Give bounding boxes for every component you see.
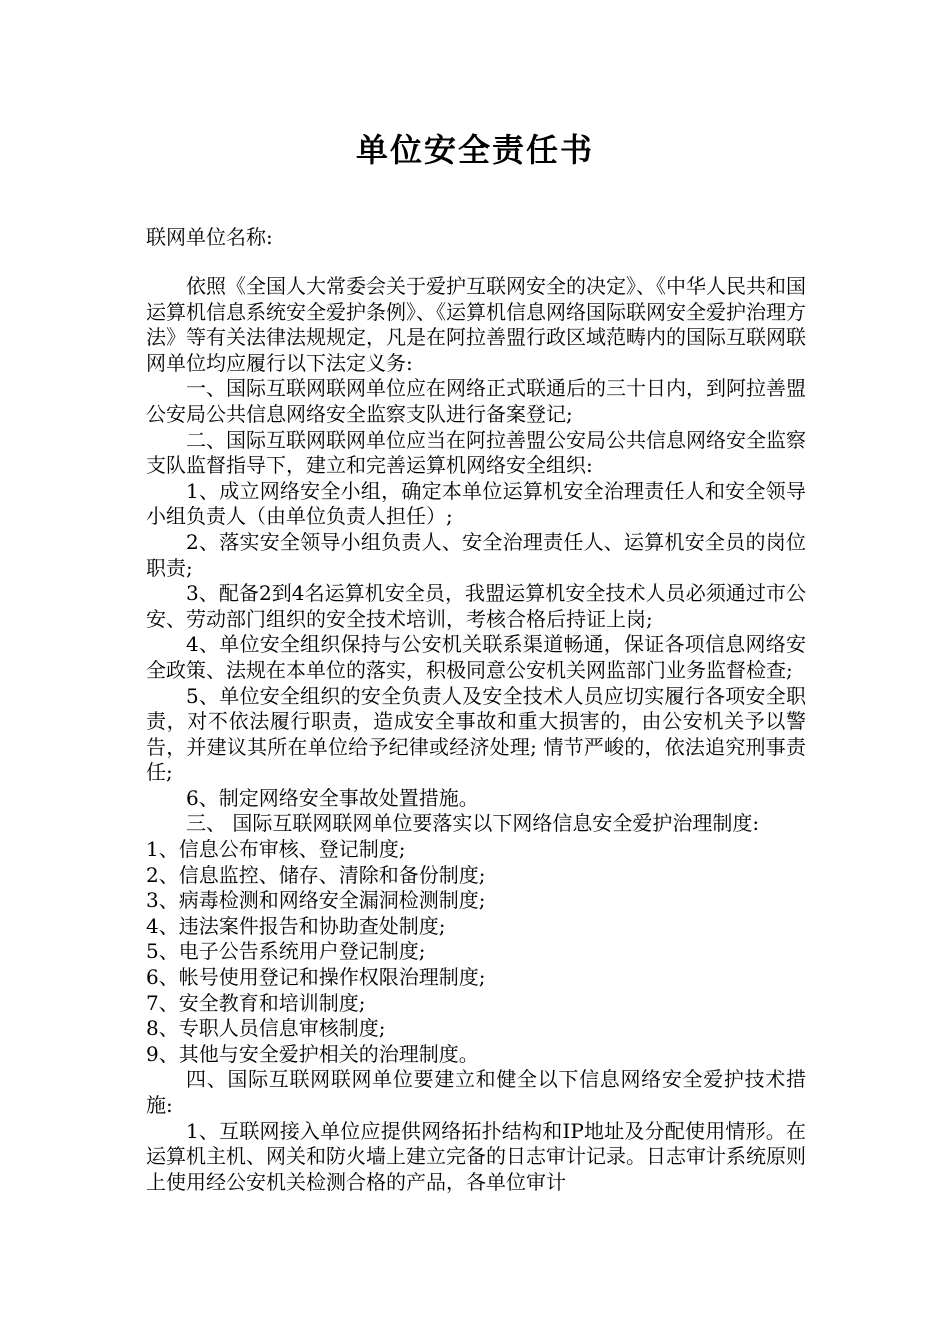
paragraph: 9、其他与安全爱护相关的治理制度。	[146, 1041, 479, 1066]
paragraph: 4、违法案件报告和协助查处制度;	[146, 913, 446, 938]
paragraph: 1、互联网接入单位应提供网络拓扑结构和IP地址及分配使用情形。在运算机主机、网关和防火墙上建立完备的日志审计记录。日志审计系统原则上使用经公安机关检测合格的产品，各单位审计	[146, 1118, 806, 1194]
paragraph: 6、制定网络安全事故处置措施。	[186, 785, 479, 810]
paragraph: 8、专职人员信息审核制度;	[146, 1016, 386, 1041]
paragraph: 二、国际互联网联网单位应当在阿拉善盟公安局公共信息网络安全监察支队监督指导下，建立和完善运算机网络安全组织:	[146, 427, 806, 478]
paragraph: 依照《全国人大常委会关于爱护互联网安全的决定》、《中华人民共和国运算机信息系统安全爱护条例》、《运算机信息网络国际联网安全爱护治理方法》等有关法律法规规定，凡是在阿拉善盟行政区域范畴内的国际互联网联网单位均应履行以下法定义务:	[146, 274, 806, 375]
paragraph: 3、配备2到4名运算机安全员，我盟运算机安全技术人员必须通过市公安、劳动部门组织的安全技术培训，考核合格后持证上岗;	[146, 581, 806, 631]
paragraph: 2、落实安全领导小组负责人、安全治理责任人、运算机安全员的岗位职责;	[146, 529, 806, 580]
paragraph: 1、信息公布审核、登记制度;	[146, 837, 406, 862]
paragraph: 7、安全教育和培训制度;	[146, 990, 366, 1015]
paragraph: 3、病毒检测和网络安全漏洞检测制度;	[146, 888, 486, 913]
unit-name-label: 联网单位名称:	[146, 225, 273, 249]
document-body	[146, 274, 806, 1195]
paragraph: 1、成立网络安全小组，确定本单位运算机安全治理责任人和安全领导小组负责人（由单位负责人担任）;	[146, 478, 806, 529]
paragraph: 一、国际互联网联网单位应在网络正式联通后的三十日内，到阿拉善盟公安局公共信息网络安全监察支队进行备案登记;	[146, 376, 806, 426]
paragraph: 三、 国际互联网联网单位要落实以下网络信息安全爱护治理制度:	[186, 811, 760, 836]
paragraph: 5、单位安全组织的安全负责人及安全技术人员应切实履行各项安全职责，对不依法履行职责，造成安全事故和重大损害的，由公安机关予以警告，并建议其所在单位给予纪律或经济处理; 情节严峻的，依法追究刑事责任;	[146, 683, 806, 785]
paragraph: 4、单位安全组织保持与公安机关联系渠道畅通，保证各项信息网络安全政策、法规在本单位的落实，积极同意公安机关网监部门业务监督检查;	[146, 632, 806, 682]
paragraph: 2、信息监控、储存、清除和备份制度;	[146, 862, 486, 887]
document-title: 单位安全责任书	[355, 131, 594, 169]
paragraph: 5、电子公告系统用户登记制度;	[146, 939, 426, 964]
paragraph: 四、国际互联网联网单位要建立和健全以下信息网络安全爱护技术措施:	[146, 1067, 806, 1117]
paragraph: 6、帐号使用登记和操作权限治理制度;	[146, 965, 486, 990]
